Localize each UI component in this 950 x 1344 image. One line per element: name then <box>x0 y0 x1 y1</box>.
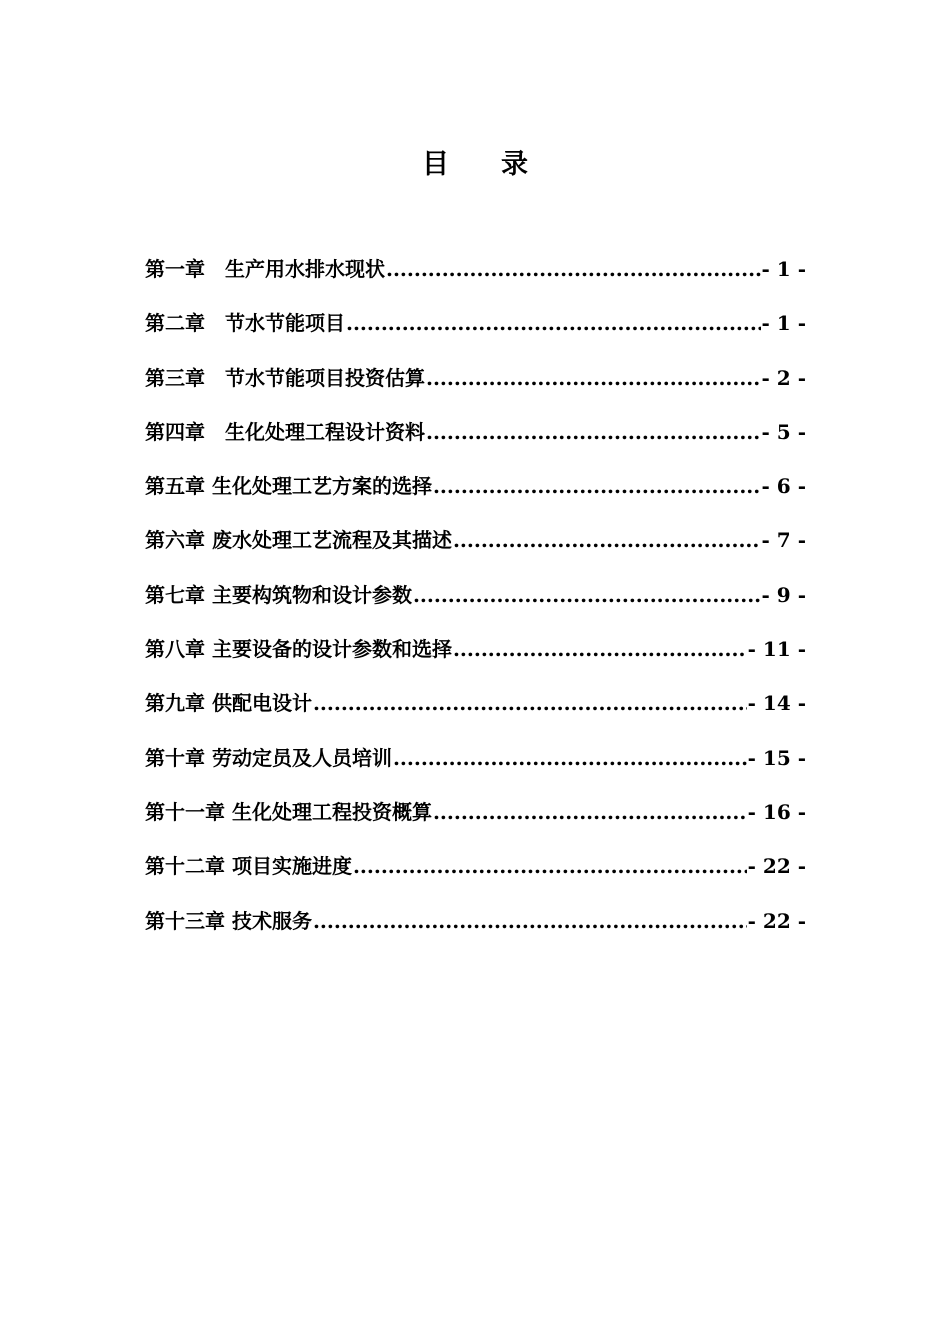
toc-entry-page: - 1 - <box>761 311 806 336</box>
toc-leader <box>453 528 761 552</box>
toc-entry-page: - 5 - <box>761 419 806 444</box>
toc-entry-label: 第七章 主要构筑物和设计参数 <box>145 582 412 607</box>
toc-entry-label: 第一章 生产用水排水现状 <box>145 257 385 281</box>
toc-entry-label: 第三章 节水节能项目投资估算 <box>145 365 425 390</box>
toc-entry[interactable] <box>145 579 806 633</box>
toc-leader <box>426 420 761 444</box>
toc-entry[interactable] <box>145 633 806 687</box>
toc-leader <box>426 366 761 390</box>
toc-entry-page: - 2 - <box>761 365 806 390</box>
toc-entry-page: - 15 - <box>747 745 806 770</box>
toc-entry[interactable] <box>145 470 806 524</box>
toc-entry-page: - 22 - <box>747 908 806 933</box>
toc-entry-label: 第二章 节水节能项目 <box>145 311 345 336</box>
toc-leader <box>346 311 761 335</box>
title-char-2: 录 <box>501 149 528 180</box>
toc-leader <box>353 854 747 878</box>
toc-leader <box>313 909 747 933</box>
toc-leader <box>393 746 747 770</box>
title-char-1: 目 <box>422 149 449 180</box>
toc-entry-label: 第九章 供配电设计 <box>145 691 312 716</box>
toc-entry-label: 第六章 废水处理工艺流程及其描述 <box>145 528 452 553</box>
toc-entry[interactable] <box>145 687 806 741</box>
toc-leader <box>313 691 747 715</box>
toc-entry-page: - 9 - <box>761 582 806 607</box>
toc-entry[interactable] <box>145 796 806 850</box>
toc-leader <box>413 583 761 607</box>
toc-entry-label: 第十二章 项目实施进度 <box>145 854 352 879</box>
toc-entry-page: - 1 - <box>761 257 806 281</box>
table-of-contents <box>145 253 806 959</box>
toc-entry[interactable] <box>145 850 806 904</box>
toc-entry[interactable] <box>145 253 806 307</box>
toc-entry[interactable] <box>145 524 806 578</box>
toc-entry-page: - 22 - <box>747 854 806 879</box>
toc-entry[interactable] <box>145 905 806 959</box>
toc-entry-label: 第十三章 技术服务 <box>145 908 312 933</box>
toc-entry[interactable] <box>145 742 806 796</box>
toc-entry-label: 第八章 主要设备的设计参数和选择 <box>145 637 452 662</box>
page-title <box>0 142 950 181</box>
toc-entry-label: 第十一章 生化处理工程投资概算 <box>145 799 432 824</box>
toc-entry[interactable] <box>145 307 806 361</box>
toc-entry[interactable] <box>145 362 806 416</box>
toc-entry-page: - 6 - <box>761 474 806 499</box>
toc-entry[interactable] <box>145 416 806 470</box>
toc-entry-label: 第四章 生化处理工程设计资料 <box>145 419 425 444</box>
toc-entry-label: 第十章 劳动定员及人员培训 <box>145 745 392 770</box>
toc-entry-page: - 16 - <box>747 799 806 824</box>
toc-leader <box>453 637 747 661</box>
toc-leader <box>433 800 747 824</box>
toc-entry-page: - 11 - <box>747 637 806 662</box>
toc-entry-page: - 14 - <box>747 691 806 716</box>
toc-entry-page: - 7 - <box>761 528 806 553</box>
toc-leader <box>386 257 761 281</box>
toc-leader <box>433 474 761 498</box>
toc-entry-label: 第五章 生化处理工艺方案的选择 <box>145 474 432 499</box>
